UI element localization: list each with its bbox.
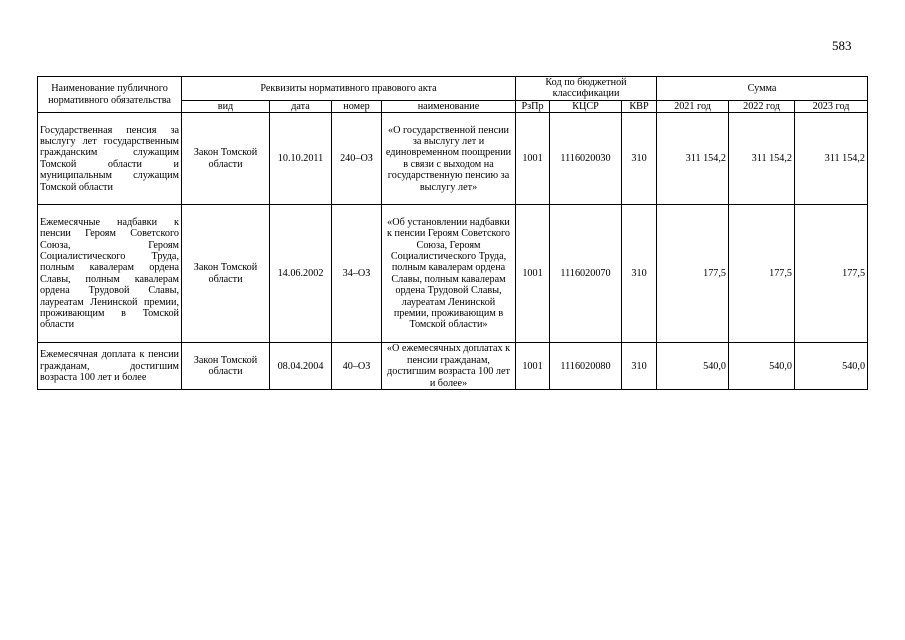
cell-sum-2023: 540,0	[795, 343, 868, 390]
page-number: 583	[832, 38, 852, 53]
table-header	[38, 77, 868, 113]
cell-kvr: 310	[622, 205, 657, 343]
header-type: вид	[182, 100, 270, 112]
header-act-details: Реквизиты нормативного правового акта	[182, 77, 516, 101]
obligations-table	[37, 76, 868, 390]
cell-sum-2023: 177,5	[795, 205, 868, 343]
cell-act-date: 08.04.2004	[270, 343, 332, 390]
cell-rzpr: 1001	[516, 205, 550, 343]
cell-kvr: 310	[622, 113, 657, 205]
cell-act-number: 40–ОЗ	[332, 343, 382, 390]
header-title: наименование	[382, 100, 516, 112]
cell-kcsr: 1116020080	[550, 343, 622, 390]
cell-kcsr: 1116020070	[550, 205, 622, 343]
header-obligation-name: Наименование публичного нормативного обязательства	[38, 77, 182, 113]
cell-act-date: 14.06.2002	[270, 205, 332, 343]
cell-act-number: 240–ОЗ	[332, 113, 382, 205]
header-kcsr: КЦСР	[550, 100, 622, 112]
cell-sum-2021: 177,5	[657, 205, 729, 343]
header-sum: Сумма	[657, 77, 868, 101]
header-2023: 2023 год	[795, 100, 868, 112]
header-kvr: КВР	[622, 100, 657, 112]
cell-act-title: «Об установлении надбавки к пенсии Героям Советского Союза, Героям Социалистического Труда, полным кавалерам ордена Славы, полным кавалерам ордена Трудовой Славы, лауреатам Ленинской премии, проживающим в Томской области»	[382, 205, 516, 343]
cell-obligation-name: Ежемесячные надбавки к пенсии Героям Советского Союза, Героям Социалистического Труда, полным кавалерам ордена Славы, полным кавалерам ордена Трудовой Славы, лауреатам Ленинской премии, проживающим в Томской области	[38, 205, 182, 343]
header-date: дата	[270, 100, 332, 112]
cell-obligation-name: Государственная пенсия за выслугу лет государственным гражданским служащим Томской области и муниципальным служащим Томской области	[38, 113, 182, 205]
cell-sum-2023: 311 154,2	[795, 113, 868, 205]
table-row	[38, 205, 868, 343]
cell-act-type: Закон Томской области	[182, 113, 270, 205]
cell-act-date: 10.10.2011	[270, 113, 332, 205]
header-2021: 2021 год	[657, 100, 729, 112]
cell-sum-2022: 540,0	[729, 343, 795, 390]
cell-sum-2022: 311 154,2	[729, 113, 795, 205]
cell-obligation-name: Ежемесячная доплата к пенсии гражданам, достигшим возраста 100 лет и более	[38, 343, 182, 390]
cell-sum-2021: 311 154,2	[657, 113, 729, 205]
header-budget-code: Код по бюджетной классификации	[516, 77, 657, 101]
cell-act-type: Закон Томской области	[182, 343, 270, 390]
cell-act-title: «О ежемесячных доплатах к пенсии гражданам, достигшим возраста 100 лет и более»	[382, 343, 516, 390]
cell-sum-2022: 177,5	[729, 205, 795, 343]
header-number: номер	[332, 100, 382, 112]
table-row	[38, 343, 868, 390]
cell-sum-2021: 540,0	[657, 343, 729, 390]
table-row	[38, 113, 868, 205]
cell-act-title: «О государственной пенсии за выслугу лет и единовременном поощрении в связи с выходом на государственную пенсию за выслугу лет»	[382, 113, 516, 205]
cell-act-number: 34–ОЗ	[332, 205, 382, 343]
cell-kcsr: 1116020030	[550, 113, 622, 205]
cell-rzpr: 1001	[516, 113, 550, 205]
cell-kvr: 310	[622, 343, 657, 390]
header-2022: 2022 год	[729, 100, 795, 112]
cell-rzpr: 1001	[516, 343, 550, 390]
header-rzpr: РзПр	[516, 100, 550, 112]
cell-act-type: Закон Томской области	[182, 205, 270, 343]
